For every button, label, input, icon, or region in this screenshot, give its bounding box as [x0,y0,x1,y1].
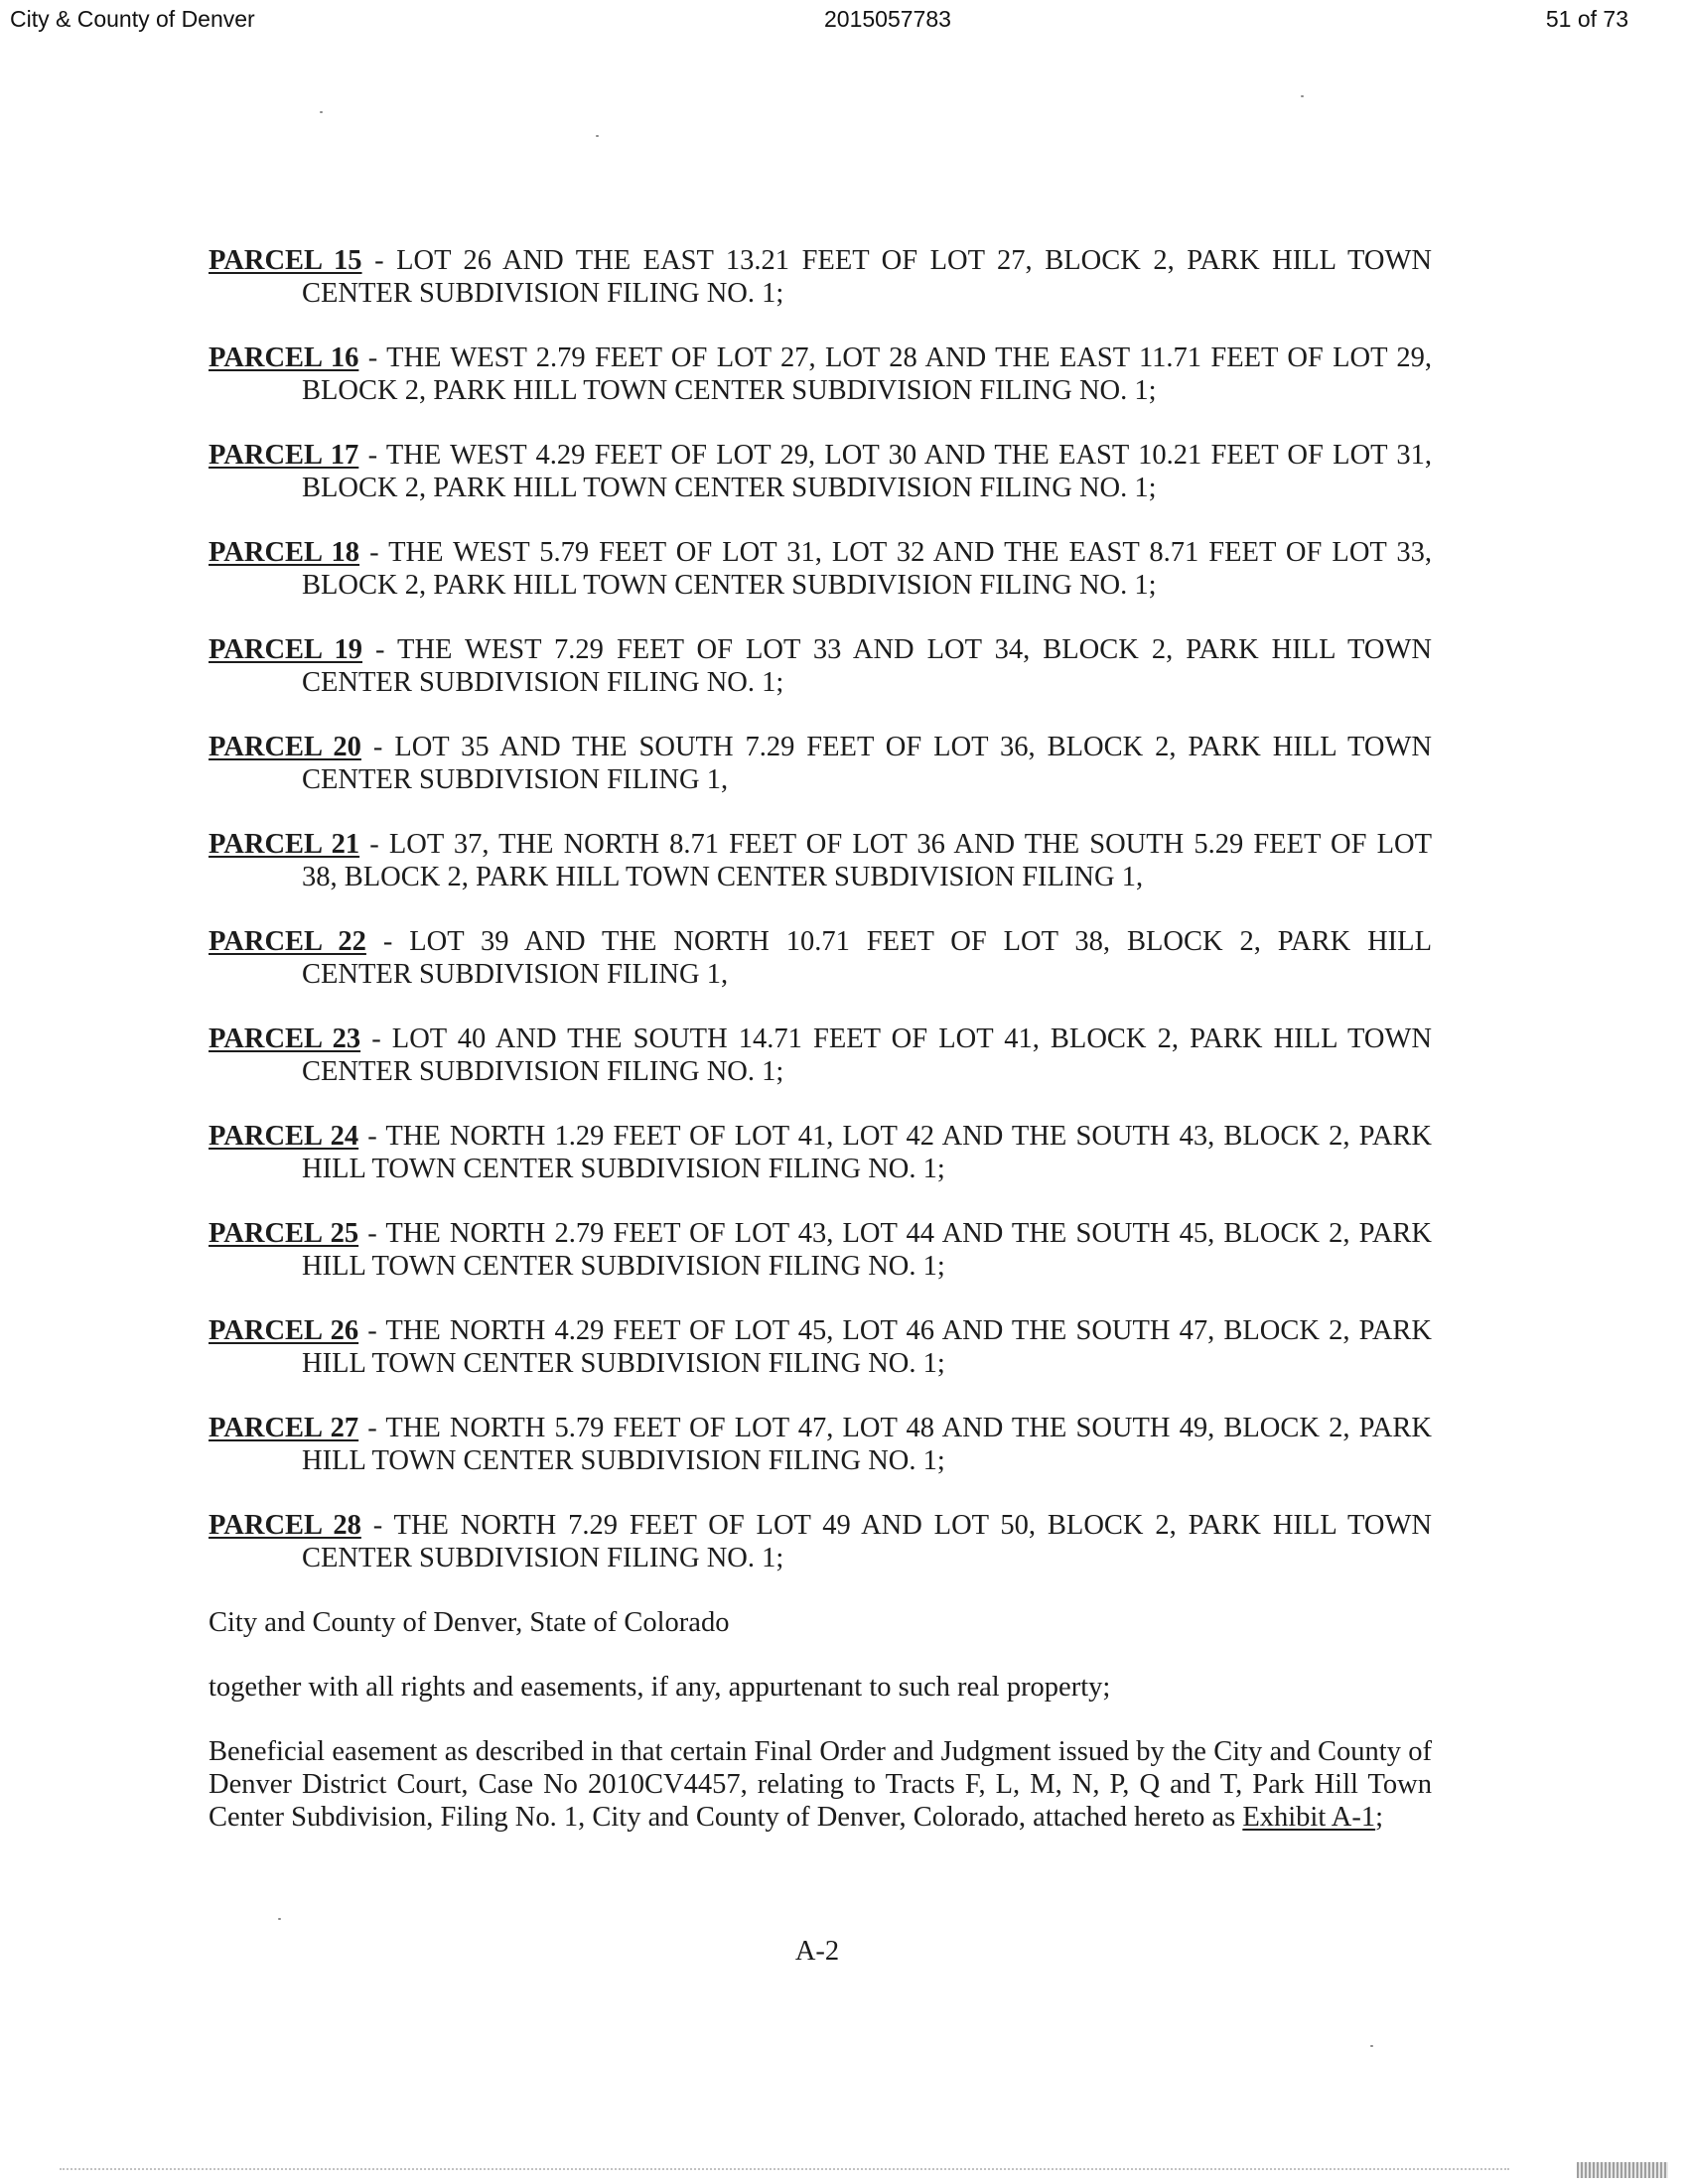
parcel-description: - LOT 35 AND THE SOUTH 7.29 FEET OF LOT 36, BLOCK 2, PARK HILL TOWN [360,732,1432,762]
scan-speck [1370,2045,1373,2047]
parcel-line2: HILL TOWN CENTER SUBDIVISION FILING NO. 1; [302,1445,945,1476]
parcel-description: - LOT 39 AND THE NORTH 10.71 FEET OF LOT 38, BLOCK 2, PARK HILL [365,926,1432,957]
header-document-number: 2015057783 [824,6,951,32]
parcel-entry [209,925,1432,991]
parcel-line2: HILL TOWN CENTER SUBDIVISION FILING NO. 1; [302,1154,945,1184]
parcel-label: PARCEL 25 [209,1218,359,1249]
header-jurisdiction: City & County of Denver [10,6,255,32]
parcel-line2: CENTER SUBDIVISION FILING NO. 1; [302,1543,784,1573]
parcel-line1 [209,925,1432,958]
parcel-entry [209,633,1432,699]
parcel-description: - THE NORTH 5.79 FEET OF LOT 47, LOT 48 AND THE SOUTH 49, BLOCK 2, PARK [358,1413,1432,1443]
parcel-entry [209,439,1432,504]
parcel-line1 [209,828,1432,861]
parcel-label: PARCEL 15 [209,245,362,276]
parcel-label: PARCEL 19 [209,634,363,665]
parcel-line2: BLOCK 2, PARK HILL TOWN CENTER SUBDIVISION FILING NO. 1; [302,570,1157,601]
parcel-entry [209,1509,1432,1574]
parcel-line2: HILL TOWN CENTER SUBDIVISION FILING NO. 1; [302,1251,945,1282]
parcel-label: PARCEL 27 [209,1413,359,1443]
easement-suffix: ; [1375,1802,1384,1833]
parcel-line2: 38, BLOCK 2, PARK HILL TOWN CENTER SUBDIVISION FILING 1, [302,862,1144,892]
parcel-description: - THE NORTH 4.29 FEET OF LOT 45, LOT 46 AND THE SOUTH 47, BLOCK 2, PARK [358,1315,1432,1346]
parcel-line2: BLOCK 2, PARK HILL TOWN CENTER SUBDIVISION FILING NO. 1; [302,473,1157,503]
parcel-description: - THE WEST 7.29 FEET OF LOT 33 AND LOT 34, BLOCK 2, PARK HILL TOWN [362,634,1432,665]
easement-text: Beneficial easement as described in that certain Final Order and Judgment issued by the City and County of Denver District Court, Case No 2010CV4457, relating to Tracts F, L, M, N, P, Q and T, Park Hill Town Center Subdivision, Filing No. 1, City and County of Denver, Colorado, attached hereto as [209,1736,1432,1833]
parcel-line1 [209,1509,1432,1542]
rights-line: together with all rights and easements, if any, appurtenant to such real property; [209,1672,1111,1703]
parcel-entry [209,1023,1432,1088]
parcel-line1 [209,439,1432,472]
parcel-entry [209,536,1432,602]
parcel-line2: CENTER SUBDIVISION FILING NO. 1; [302,1056,784,1087]
parcel-description: - THE NORTH 7.29 FEET OF LOT 49 AND LOT 50, BLOCK 2, PARK HILL TOWN [360,1510,1432,1541]
parcel-description: - THE WEST 2.79 FEET OF LOT 27, LOT 28 AND THE EAST 11.71 FEET OF LOT 29, [358,342,1432,373]
parcel-line1 [209,731,1432,763]
parcel-line2: CENTER SUBDIVISION FILING 1, [302,959,729,990]
parcel-description: - THE WEST 4.29 FEET OF LOT 29, LOT 30 AND THE EAST 10.21 FEET OF LOT 31, [358,440,1432,471]
document-body [209,244,1432,1865]
parcel-line1 [209,633,1432,666]
exhibit-a1-link[interactable]: Exhibit A-1 [1242,1802,1376,1833]
parcel-description: - THE WEST 5.79 FEET OF LOT 31, LOT 32 AND THE EAST 8.71 FEET OF LOT 33, [359,537,1432,568]
parcel-line1 [209,1217,1432,1250]
scan-speck [320,111,323,113]
parcel-entry [209,731,1432,796]
parcel-label: PARCEL 28 [209,1510,361,1541]
easement-paragraph [209,1735,1432,1834]
parcel-label: PARCEL 21 [209,829,360,860]
parcel-line2: CENTER SUBDIVISION FILING NO. 1; [302,278,784,309]
header-page-count: 51 of 73 [1545,6,1628,32]
parcel-label: PARCEL 24 [209,1121,359,1152]
parcel-label: PARCEL 26 [209,1315,359,1346]
scan-speck [596,135,599,137]
parcel-entry [209,1314,1432,1380]
parcel-line1 [209,1412,1432,1444]
parcel-entry [209,244,1432,310]
parcel-line1 [209,341,1432,374]
parcel-list [209,244,1432,1574]
parcel-label: PARCEL 22 [209,926,366,957]
parcel-line2: CENTER SUBDIVISION FILING NO. 1; [302,667,784,698]
parcel-label: PARCEL 16 [209,342,359,373]
parcel-entry [209,1120,1432,1185]
parcel-entry [209,1412,1432,1477]
parcel-label: PARCEL 17 [209,440,359,471]
scan-speck [1301,95,1304,97]
scan-edge-artifact [60,2166,1509,2170]
page-number: A-2 [794,1936,840,1967]
parcel-entry [209,341,1432,407]
location-line: City and County of Denver, State of Colorado [209,1607,730,1638]
parcel-line1 [209,1120,1432,1153]
parcel-entry [209,1217,1432,1283]
parcel-description: - THE NORTH 1.29 FEET OF LOT 41, LOT 42 AND THE SOUTH 43, BLOCK 2, PARK [358,1121,1432,1152]
scan-speck [278,1918,281,1920]
scan-corner-artifact [1577,2162,1668,2178]
parcel-line2: BLOCK 2, PARK HILL TOWN CENTER SUBDIVISION FILING NO. 1; [302,375,1157,406]
parcel-description: - LOT 37, THE NORTH 8.71 FEET OF LOT 36 AND THE SOUTH 5.29 FEET OF LOT [359,829,1432,860]
parcel-line2: CENTER SUBDIVISION FILING 1, [302,764,729,795]
parcel-entry [209,828,1432,893]
parcel-description: - LOT 26 AND THE EAST 13.21 FEET OF LOT 27, BLOCK 2, PARK HILL TOWN [361,245,1432,276]
parcel-line1 [209,244,1432,277]
parcel-line2: HILL TOWN CENTER SUBDIVISION FILING NO. 1; [302,1348,945,1379]
parcel-label: PARCEL 20 [209,732,361,762]
parcel-label: PARCEL 23 [209,1024,361,1054]
parcel-line1 [209,1023,1432,1055]
parcel-line1 [209,536,1432,569]
parcel-description: - LOT 40 AND THE SOUTH 14.71 FEET OF LOT 41, BLOCK 2, PARK HILL TOWN [360,1024,1432,1054]
parcel-description: - THE NORTH 2.79 FEET OF LOT 43, LOT 44 AND THE SOUTH 45, BLOCK 2, PARK [358,1218,1432,1249]
parcel-line1 [209,1314,1432,1347]
parcel-label: PARCEL 18 [209,537,360,568]
page-header [0,4,1688,40]
